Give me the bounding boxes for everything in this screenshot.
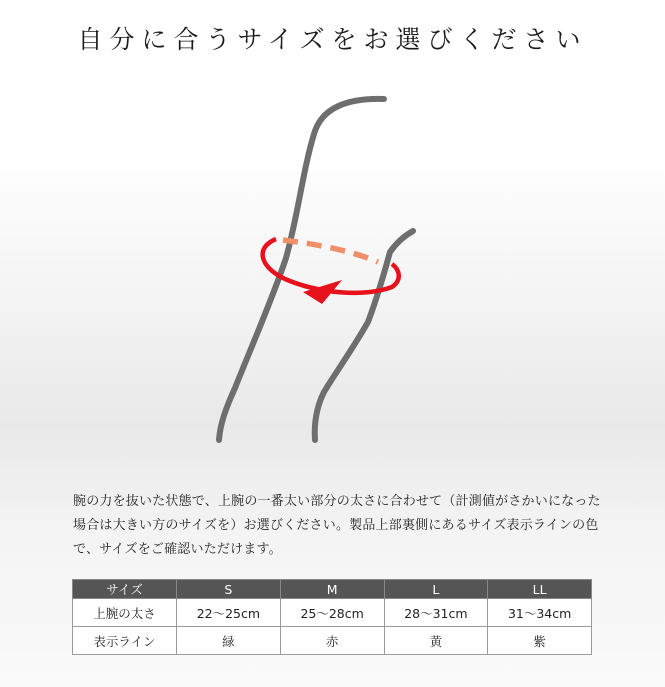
header-m: M (280, 580, 384, 599)
header-l: L (384, 580, 488, 599)
table-cell: 緑 (177, 627, 281, 655)
arm-back-outline (219, 99, 384, 440)
size-table-header-row (73, 580, 592, 599)
header-size: サイズ (73, 580, 177, 599)
size-description: 腕の力を抜いた状態で、上腕の一番太い部分の太さに合わせて（計測値がさかいになった場合は大きい方のサイズを）お選びください。製品上部裏側にあるサイズ表示ラインの色で、サイズをご確認いただけます。 (73, 494, 601, 557)
row-label-display-line: 表示ライン (73, 627, 177, 655)
table-cell: 紫 (488, 627, 592, 655)
row-label-upper-arm: 上腕の太さ (73, 599, 177, 627)
table-cell: 31〜34cm (488, 599, 592, 627)
header-s: S (177, 580, 281, 599)
table-cell: 黄 (384, 627, 488, 655)
table-cell: 22〜25cm (177, 599, 281, 627)
table-row (73, 599, 592, 627)
table-cell: 28〜31cm (384, 599, 488, 627)
table-cell: 25〜28cm (280, 599, 384, 627)
header-ll: LL (488, 580, 592, 599)
page-title: 自分に合うサイズをお選びください (77, 25, 588, 54)
size-table (72, 579, 592, 655)
table-row (73, 627, 592, 655)
measure-dashed-line (283, 240, 378, 262)
table-cell: 赤 (280, 627, 384, 655)
arm-front-outline (315, 231, 413, 440)
